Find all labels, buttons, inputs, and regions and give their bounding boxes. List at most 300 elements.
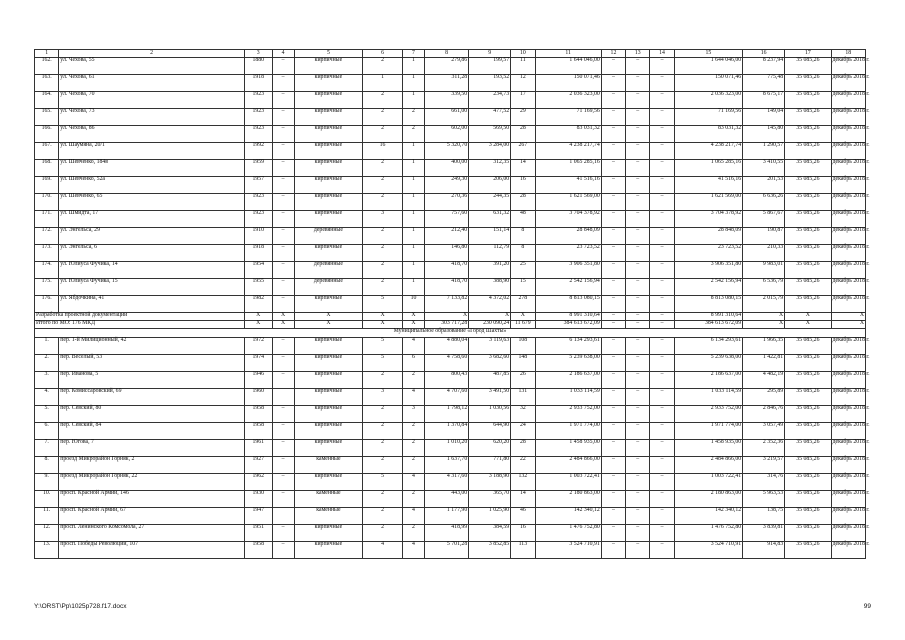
summary-cell: –	[626, 313, 650, 321]
table-cell: 142 340,12	[535, 508, 601, 525]
table-cell: 391,20	[469, 262, 511, 279]
table-cell: 1959	[244, 160, 272, 177]
table-cell: пер. Севский, 84	[59, 423, 245, 440]
table-cell: 1982	[244, 296, 272, 313]
table-cell: 35 085,26	[785, 194, 831, 211]
table-cell: 193,52	[469, 75, 511, 92]
table-cell: 112,79	[469, 245, 511, 262]
table-cell: 1 010,20	[425, 440, 469, 457]
completion-date: декабрь 2018 г.	[832, 176, 870, 182]
table-cell: 3 119,63	[469, 338, 511, 355]
table-cell: 35 085,26	[785, 296, 831, 313]
table-cell	[831, 473, 870, 491]
table-cell: –	[626, 75, 650, 92]
table-cell: 1955	[244, 279, 272, 296]
table-cell: –	[601, 542, 625, 559]
table-cell: –	[650, 177, 674, 194]
table-cell: –	[626, 406, 650, 423]
table-cell: 5	[363, 474, 403, 491]
table-cell: 3 491,50	[469, 389, 511, 406]
table-cell: –	[601, 372, 625, 389]
table-cell: деревянные	[294, 279, 363, 296]
table-cell	[831, 176, 870, 194]
table-cell: –	[601, 245, 625, 262]
table-cell: 1 422,81	[743, 355, 785, 372]
table-cell: 2 484 866,00	[674, 457, 743, 474]
table-cell: кирпичные	[294, 177, 363, 194]
table-cell: 1 458 935,00	[535, 440, 601, 457]
table-cell: кирпичные	[294, 440, 363, 457]
table-cell: 35 085,26	[785, 491, 831, 508]
table-cell: 132	[511, 474, 535, 491]
table-cell: 1	[363, 75, 403, 92]
table-cell: 35 085,26	[785, 542, 831, 559]
table-cell: 1 476 752,80	[535, 525, 601, 542]
table-cell: –	[272, 457, 294, 474]
document-sheet	[34, 49, 870, 559]
table-cell: –	[650, 355, 674, 372]
table-cell: 1923	[244, 194, 272, 211]
table-cell: 25	[511, 262, 535, 279]
table-row	[35, 389, 866, 406]
table-cell: –	[626, 474, 650, 491]
table-cell: 3 524 710,91	[535, 542, 601, 559]
table-cell: 167.	[35, 143, 59, 160]
table-cell: 35 085,26	[785, 355, 831, 372]
table-cell: каменные	[294, 508, 363, 525]
table-cell: 171.	[35, 211, 59, 228]
table-cell: 644,90	[469, 423, 511, 440]
table-cell: 1954	[244, 262, 272, 279]
table-cell: 35 085,26	[785, 160, 831, 177]
table-cell: 35 085,26	[785, 126, 831, 143]
table-cell: 162.	[35, 58, 59, 75]
table-cell: –	[626, 92, 650, 109]
table-cell: 1	[402, 75, 424, 92]
table-cell: 4	[402, 389, 424, 406]
table-cell: –	[650, 143, 674, 160]
table-cell: 3 704 378,92	[674, 211, 743, 228]
table-cell: –	[272, 143, 294, 160]
table-cell: кирпичные	[294, 296, 363, 313]
table-cell: 1958	[244, 406, 272, 423]
table-cell: 35 085,26	[785, 474, 831, 491]
table-cell: 2 180 863,00	[674, 491, 743, 508]
table-cell: пер. Веселый, 53	[59, 355, 245, 372]
summary-cell: –	[626, 321, 650, 329]
table-cell: –	[272, 491, 294, 508]
table-cell: ул. Энгельса, 29	[59, 228, 245, 245]
table-cell: 1992	[244, 143, 272, 160]
table-cell: 3 188,90	[469, 474, 511, 491]
table-cell: 3 704 378,92	[535, 211, 601, 228]
table-cell: –	[650, 228, 674, 245]
table-cell: кирпичные	[294, 406, 363, 423]
table-cell: 6 536,79	[743, 279, 785, 296]
table-cell: 2	[363, 58, 403, 75]
table-cell: 5 701,28	[425, 542, 469, 559]
table-cell: 2	[363, 372, 403, 389]
table-cell: проезд Микрорайон Горняк, 2	[59, 457, 245, 474]
table-cell: 1 798,12	[425, 406, 469, 423]
table-cell: –	[626, 296, 650, 313]
summary-cell: X	[785, 321, 831, 329]
document-path-footer: Y:\ORST\Pp\1025p728.f17.docx	[34, 603, 127, 610]
completion-date: декабрь 2018 г.	[832, 354, 870, 360]
table-cell: 4	[402, 542, 424, 559]
table-cell	[831, 422, 870, 440]
table-cell: 5 320,70	[425, 143, 469, 160]
table-cell: –	[650, 372, 674, 389]
table-cell: 2	[402, 109, 424, 126]
table-cell: –	[272, 440, 294, 457]
table-cell: 661,00	[425, 109, 469, 126]
table-cell: –	[601, 109, 625, 126]
table-cell: 172.	[35, 228, 59, 245]
table-cell: 2 186 637,00	[535, 372, 601, 389]
table-cell: 2	[363, 406, 403, 423]
table-cell: –	[601, 211, 625, 228]
column-number-cell: 5	[294, 50, 363, 58]
table-cell	[272, 389, 294, 406]
table-cell: 1 033 114,59	[674, 389, 743, 406]
table-cell: ул. Юлиуса Фучика, 14	[59, 262, 245, 279]
table-cell: 1923	[244, 126, 272, 143]
summary-cell: –	[601, 313, 625, 321]
table-cell: 602,00	[425, 126, 469, 143]
column-number-cell: 18	[831, 50, 865, 58]
table-cell: кирпичные	[294, 160, 363, 177]
table-cell	[831, 210, 870, 228]
table-cell: 314,76	[743, 474, 785, 491]
table-cell: –	[601, 338, 625, 355]
table-cell: –	[272, 194, 294, 211]
table-cell: 267	[511, 143, 535, 160]
table-cell: –	[650, 58, 674, 75]
table-cell: каменные	[294, 457, 363, 474]
table-cell: –	[272, 355, 294, 372]
table-cell: 775,48	[743, 75, 785, 92]
table-cell: кирпичные	[294, 423, 363, 440]
table-cell: 1 458 935,00	[674, 440, 743, 457]
table-cell: –	[626, 228, 650, 245]
table-cell: 6 134 293,61	[535, 338, 601, 355]
table-cell: 5	[363, 296, 403, 313]
table-cell: 5.	[35, 406, 59, 423]
table-cell: –	[272, 126, 294, 143]
table-cell: 1.	[35, 338, 59, 355]
completion-date: декабрь 2018 г.	[832, 244, 870, 250]
completion-date: декабрь 2018 г.	[832, 193, 870, 199]
column-number-cell: 10	[511, 50, 535, 58]
summary-cell: X	[402, 321, 424, 329]
table-cell: 1927	[244, 457, 272, 474]
table-cell: 757,60	[425, 211, 469, 228]
table-cell: 1951	[244, 525, 272, 542]
table-cell: 35 085,26	[785, 92, 831, 109]
table-cell: 569,50	[469, 126, 511, 143]
table-cell: ул. Ябдочкина, 41	[59, 296, 245, 313]
table-cell: 311,28	[425, 75, 469, 92]
completion-date: декабрь 2018 г.	[832, 507, 870, 513]
table-cell: 148	[511, 355, 535, 372]
table-row	[35, 372, 866, 389]
table-cell: –	[650, 92, 674, 109]
table-cell: 12	[511, 75, 535, 92]
table-cell: проезд Микрорайон Горняк, 22	[59, 474, 245, 491]
table-cell: 35 085,26	[785, 211, 831, 228]
completion-date: декабрь 2018 г.	[832, 388, 870, 394]
table-cell: 1 370,84	[425, 423, 469, 440]
summary-cell: X	[244, 321, 272, 329]
table-cell: 1923	[244, 211, 272, 228]
table-cell: –	[601, 279, 625, 296]
summary-cell: X	[785, 313, 831, 321]
table-cell: кирпичные	[294, 389, 363, 406]
table-cell: 35 085,26	[785, 525, 831, 542]
table-cell: кирпичные	[294, 109, 363, 126]
table-cell: 339,50	[425, 92, 469, 109]
table-cell: 3 839,81	[743, 525, 785, 542]
table-row	[35, 457, 866, 474]
table-cell: 1923	[244, 109, 272, 126]
summary-cell: X	[294, 313, 363, 321]
table-cell: 2 352,36	[743, 440, 785, 457]
table-cell: кирпичные	[294, 194, 363, 211]
table-cell: 201,53	[743, 177, 785, 194]
table-cell: 83 031,32	[674, 126, 743, 143]
completion-date: декабрь 2018 г.	[832, 278, 870, 284]
table-cell: –	[601, 296, 625, 313]
table-cell: 1 003 722,41	[674, 474, 743, 491]
table-row	[35, 542, 866, 559]
table-cell: 151,14	[469, 228, 511, 245]
table-cell: 1 621 569,00	[535, 194, 601, 211]
table-cell: –	[650, 262, 674, 279]
table-row	[35, 440, 866, 457]
table-cell: 1910	[244, 228, 272, 245]
table-cell: –	[601, 58, 625, 75]
table-row	[35, 355, 866, 372]
column-number-cell: 12	[601, 50, 625, 58]
table-cell: 35 085,26	[785, 228, 831, 245]
table-cell: –	[626, 109, 650, 126]
table-cell: 4 880,04	[425, 338, 469, 355]
table-cell	[831, 541, 870, 559]
table-cell: просп. Красной Армии, 67	[59, 508, 245, 525]
table-cell: 1880	[244, 58, 272, 75]
table-cell: 9.	[35, 474, 59, 491]
table-row	[35, 338, 866, 355]
table-cell: –	[650, 126, 674, 143]
table-cell: –	[601, 126, 625, 143]
column-number-cell: 7	[402, 50, 424, 58]
table-cell: 2 846,76	[743, 406, 785, 423]
page-number: 99	[863, 603, 871, 610]
table-cell: 249,30	[425, 177, 469, 194]
table-cell: 2	[402, 126, 424, 143]
table-cell: 1946	[244, 372, 272, 389]
table-cell: 35 085,26	[785, 75, 831, 92]
table-cell: 418,70	[425, 279, 469, 296]
table-cell: 418,99	[425, 525, 469, 542]
table-cell: 22	[511, 457, 535, 474]
table-cell: –	[650, 406, 674, 423]
table-cell: –	[650, 491, 674, 508]
table-cell: 41 516,16	[535, 177, 601, 194]
housing-repair-table	[34, 49, 870, 559]
column-number-cell: 2	[59, 50, 245, 58]
table-cell: пер. Севский, 80	[59, 406, 245, 423]
table-cell: 278	[511, 296, 535, 313]
table-cell: 2 484 866,00	[535, 457, 601, 474]
table-cell	[831, 439, 870, 457]
table-cell: 388,90	[469, 279, 511, 296]
table-cell: 11	[511, 58, 535, 75]
table-cell: 3 682,60	[469, 355, 511, 372]
column-number-cell: 1	[35, 50, 59, 58]
completion-date: декабрь 2018 г.	[832, 541, 870, 547]
table-cell	[831, 524, 870, 542]
table-row	[35, 126, 866, 143]
table-cell: 2	[363, 262, 403, 279]
table-cell: –	[272, 245, 294, 262]
table-cell: 35 085,26	[785, 406, 831, 423]
table-cell: ул. Шмидта, 17	[59, 211, 245, 228]
table-cell: 35 085,26	[785, 279, 831, 296]
table-cell: 5 239 638,00	[535, 355, 601, 372]
table-cell: 1	[402, 143, 424, 160]
summary-cell: X	[831, 313, 865, 321]
table-cell: 71 169,56	[674, 109, 743, 126]
table-cell: 2	[363, 194, 403, 211]
table-cell: 35 085,26	[785, 262, 831, 279]
table-row	[35, 109, 866, 126]
table-cell: –	[601, 474, 625, 491]
table-cell: 2 542 156,94	[674, 279, 743, 296]
table-cell: кирпичные	[294, 542, 363, 559]
summary-cell: Разработка проектной документации	[35, 313, 245, 321]
table-cell	[831, 405, 870, 423]
table-cell: –	[626, 525, 650, 542]
table-cell: 2 180 863,00	[535, 491, 601, 508]
table-cell: 4 317,60	[425, 474, 469, 491]
table-cell	[831, 388, 870, 406]
table-cell: 400,00	[425, 160, 469, 177]
table-cell: 4 758,60	[425, 355, 469, 372]
table-cell: –	[650, 457, 674, 474]
table-cell: –	[272, 177, 294, 194]
table-cell: –	[272, 58, 294, 75]
completion-date: декабрь 2018 г.	[832, 473, 870, 479]
table-cell: 1 065 285,16	[674, 160, 743, 177]
table-cell: –	[650, 245, 674, 262]
table-cell: –	[626, 338, 650, 355]
column-number-cell: 6	[363, 50, 403, 58]
table-cell: 35 085,26	[785, 457, 831, 474]
table-cell: 35 085,26	[785, 389, 831, 406]
table-cell: ул. Чехова, 55	[59, 58, 245, 75]
table-cell: 28	[511, 126, 535, 143]
table-cell: 4 238 217,74	[674, 143, 743, 160]
table-cell: –	[650, 75, 674, 92]
table-cell	[831, 261, 870, 279]
summary-cell: 230 090,24	[469, 321, 511, 329]
table-cell: –	[272, 338, 294, 355]
table-cell	[831, 142, 870, 160]
table-cell: ул. Чехова, 73	[59, 109, 245, 126]
column-number-cell: 8	[425, 50, 469, 58]
table-cell: кирпичные	[294, 143, 363, 160]
table-cell: 146,80	[425, 245, 469, 262]
completion-date: декабрь 2018 г.	[832, 91, 870, 97]
table-cell	[831, 371, 870, 389]
table-cell	[831, 57, 870, 75]
table-cell: –	[626, 372, 650, 389]
column-number-cell: 14	[650, 50, 674, 58]
table-cell: 26	[511, 372, 535, 389]
table-cell: –	[626, 262, 650, 279]
table-cell: кирпичные	[294, 474, 363, 491]
table-cell: кирпичные	[294, 211, 363, 228]
table-cell: 244,35	[469, 194, 511, 211]
table-cell: ул. Чехова, 61	[59, 75, 245, 92]
table-cell: 1 003 722,41	[535, 474, 601, 491]
completion-date: декабрь 2018 г.	[832, 57, 870, 63]
summary-cell: Итого по МО: 176 МКД	[35, 321, 245, 329]
table-cell: 1 065 285,16	[535, 160, 601, 177]
table-cell: 1974	[244, 355, 272, 372]
summary-cell: –	[650, 321, 674, 329]
table-row	[35, 143, 866, 160]
summary-cell: X	[272, 321, 294, 329]
table-row	[35, 245, 866, 262]
table-cell: 1	[402, 279, 424, 296]
table-cell: кирпичные	[294, 92, 363, 109]
table-cell: 1957	[244, 177, 272, 194]
table-cell: 14	[511, 160, 535, 177]
table-cell: 142 340,12	[674, 508, 743, 525]
table-cell: просп. Ленинского Комсомола, 27	[59, 525, 245, 542]
table-cell: 10.	[35, 491, 59, 508]
table-row	[35, 508, 866, 525]
table-row	[35, 75, 866, 92]
table-cell: 6 636,26	[743, 194, 785, 211]
table-cell: 1	[402, 262, 424, 279]
table-cell: –	[626, 160, 650, 177]
table-row	[35, 474, 866, 491]
table-cell	[831, 91, 870, 109]
table-cell: 71 169,56	[535, 109, 601, 126]
table-cell: 1	[402, 194, 424, 211]
table-cell: 168.	[35, 160, 59, 177]
table-cell: 1 030,56	[469, 406, 511, 423]
table-cell: 15	[511, 279, 535, 296]
table-cell: 1 644 046,00	[535, 58, 601, 75]
table-cell: 28 848,09	[535, 228, 601, 245]
summary-cell: X	[743, 313, 785, 321]
table-cell: 4 372,02	[469, 296, 511, 313]
table-cell: 1 033 114,59	[535, 389, 601, 406]
table-cell	[831, 159, 870, 177]
table-cell: –	[650, 440, 674, 457]
table-cell	[831, 354, 870, 372]
table-cell: 4	[402, 338, 424, 355]
table-cell: кирпичные	[294, 525, 363, 542]
table-cell: –	[272, 279, 294, 296]
table-cell: кирпичные	[294, 372, 363, 389]
table-cell: ул. Шевченко, 65	[59, 194, 245, 211]
